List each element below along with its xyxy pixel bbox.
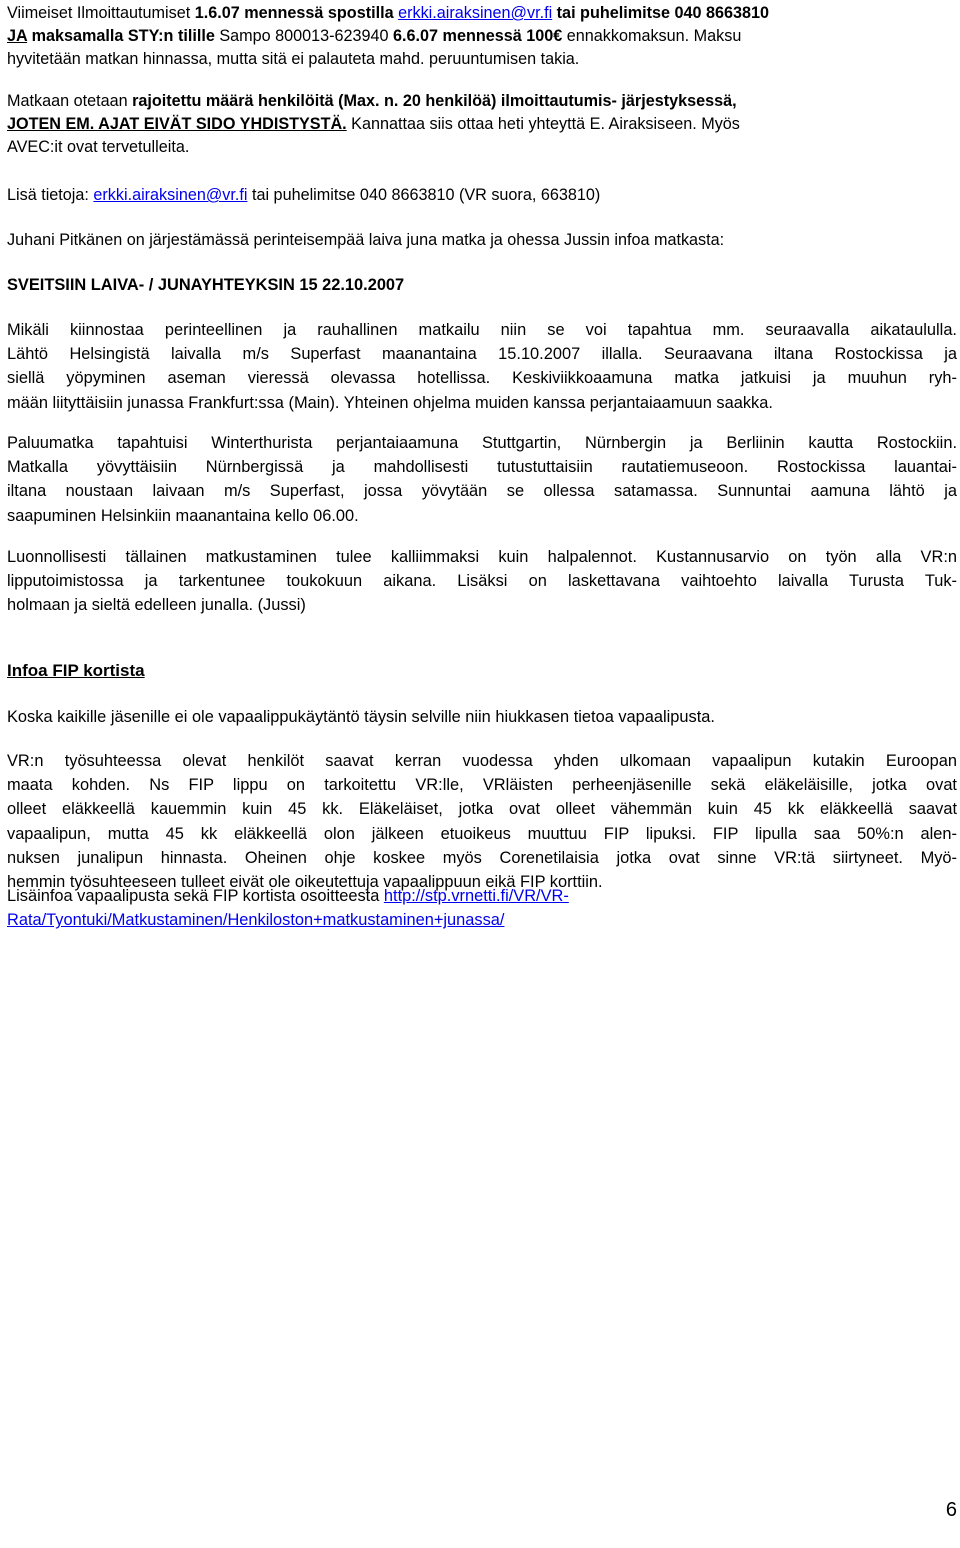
itinerary-paragraph bbox=[7, 318, 957, 415]
text: Lisäinfoa vapaalipusta sekä FIP kortista osoitteesta bbox=[7, 887, 384, 905]
text: Koska kaikille jäsenille ei ole vapaalippukäytäntö täysin selville niin hiukkasen tietoa vapaalipusta. bbox=[7, 708, 715, 726]
text-line: holmaan ja sieltä edelleen junalla. (Jussi) bbox=[7, 596, 306, 615]
deadline-text: 1.6.07 mennessä spostilla bbox=[194, 4, 399, 22]
juhani-paragraph bbox=[7, 229, 957, 252]
account-text: Sampo 800013-623940 bbox=[214, 27, 394, 46]
text-line: Luonnollisesti tällainen matkustaminen tulee kalliimmaksi kuin halpalennot. Kustannusarvio on työn alla VR:n bbox=[7, 548, 957, 566]
payment-deadline-text: 6.6.07 mennessä 100 bbox=[393, 27, 554, 46]
text-line: VR:n työsuhteessa olevat henkilöt saavat kerran vuodessa yhden ulkomaan vapaalipun kutakin Euroopan bbox=[7, 752, 957, 770]
limit-text: rajoitettu määrä henkilöitä (Max. n. 20 henkilöä) ilmoittautumis- järjestyksessä, bbox=[132, 92, 737, 110]
text: hyvitetään matkan hinnassa, mutta sitä ei palauteta mahd. peruuntumisen takia. bbox=[7, 50, 580, 69]
text-line: Mikäli kiinnostaa perinteellinen ja rauhallinen matkailu niin se voi tapahtua mm. seuraavalla aikataululla. bbox=[7, 321, 957, 339]
more-info-paragraph bbox=[7, 884, 957, 932]
text: Kannattaa siis ottaa heti yhteyttä E. Airaksiseen. Myös bbox=[346, 115, 740, 134]
euro-sign: € bbox=[553, 27, 563, 46]
text-line: Paluumatka tapahtuisi Winterthurista perjantaiaamuna Stuttgartin, Nürnbergin ja Berliinin kautta Rostockiin. bbox=[7, 434, 957, 452]
payment-text: maksamalla STY:n tilille bbox=[27, 27, 215, 46]
text: ennakkomaksun. Maksu bbox=[562, 27, 742, 46]
heading-text: SVEITSIIN LAIVA- / JUNAYHTEYKSIN 15 22.10.2007 bbox=[7, 276, 405, 294]
text-line: maata kohden. Ns FIP lippu on tarkoitettu VR:lle, VRläisten perheenjäsenille sekä eläkeläisille, jotka ovat bbox=[7, 776, 957, 795]
text: Viimeiset Ilmoittautumiset bbox=[7, 4, 195, 22]
text-line: lipputoimistossa ja tarkentunee toukokuun aikana. Lisäksi on laskettavana vaihtoehto laivalla Turusta Tuk- bbox=[7, 572, 957, 591]
fip-intro bbox=[7, 705, 957, 729]
ja-text: JA bbox=[7, 27, 28, 46]
phone-text: tai puhelimitse 040 8663810 bbox=[552, 4, 770, 22]
fip-url-link[interactable]: http://stp.vrnetti.fi/VR/VR- bbox=[383, 887, 569, 905]
text: Matkaan otetaan bbox=[7, 92, 133, 110]
return-paragraph bbox=[7, 431, 957, 528]
text-line: olleet eläkkeellä kauemmin kuin 45 kk. Eläkeläiset, jotka ovat olleet vähemmän kuin 45 kk eläkkeellä saavat bbox=[7, 800, 957, 819]
text-line: saapuminen Helsinkiin maanantaina kello 06.00. bbox=[7, 506, 359, 525]
text-line: iltana noustaan laivaan m/s Superfast, jossa yövytään se ollessa satamassa. Sunnuntai aamuna lähtö ja bbox=[7, 482, 957, 501]
text: AVEC:it ovat tervetulleita. bbox=[7, 138, 190, 157]
heading-text: Infoa FIP kortista bbox=[7, 661, 145, 680]
email-link[interactable]: erkki.airaksinen@vr.fi bbox=[398, 4, 553, 22]
text-line: hemmin työsuhteeseen tulleet eivät ole oikeutettuja vapaalippuun eikä FIP korttiin. bbox=[7, 873, 603, 892]
text-line: Matkalla yövyttäisiin Nürnbergissä ja mahdollisesti tutustuttaisiin rautatiemuseoon. Rostockissa lauantai- bbox=[7, 458, 957, 477]
text: tai puhelimitse 040 8663810 (VR suora, 663810) bbox=[247, 186, 601, 204]
contact-line bbox=[7, 184, 957, 207]
trip-heading bbox=[7, 273, 957, 297]
text-line: nuksen junalipun hinnasta. Oheinen ohje koskee myös Corenetilaisia jotka ovat sinne VR:tä siirtyneet. Myö- bbox=[7, 848, 957, 867]
text: Lisä tietoja: bbox=[7, 186, 94, 204]
page-number: 6 bbox=[945, 1499, 957, 1521]
cost-paragraph bbox=[7, 545, 957, 618]
fip-paragraph bbox=[7, 749, 957, 894]
email-link[interactable]: erkki.airaksinen@vr.fi bbox=[93, 186, 248, 204]
text-line: siellä yöpyminen aseman vieressä olevassa hotellissa. Keskiviikkoaamuna matka jatkuisi ja muuhun ryh- bbox=[7, 369, 957, 388]
disclaimer-text: JOTEN EM. AJAT EIVÄT SIDO YHDISTYSTÄ. bbox=[7, 115, 347, 134]
limit-paragraph bbox=[7, 90, 957, 160]
text-line: Lähtö Helsingistä laivalla m/s Superfast maanantaina 15.10.2007 illalla. Seuraavana iltana Rostockissa ja bbox=[7, 345, 957, 364]
text-line: mään liityttäisiin junassa Frankfurt:ssa (Main). Yhteinen ohjelma muiden kanssa perjantaiaamuun saakka. bbox=[7, 393, 773, 412]
fip-url-link-continued[interactable]: Rata/Tyontuki/Matkustaminen/Henkiloston+matkustaminen+junassa/ bbox=[7, 911, 505, 930]
fip-heading bbox=[7, 659, 957, 683]
text: Juhani Pitkänen on järjestämässä perinteisempää laiva juna matka ja ohessa Jussin infoa matkasta: bbox=[7, 231, 725, 249]
registration-paragraph bbox=[7, 2, 957, 72]
text-line: vapaalipun, mutta 45 kk eläkkeellä olon jälkeen etuoikeus muuttuu FIP lipuksi. FIP lipulla saa 50%:n alen- bbox=[7, 824, 957, 843]
